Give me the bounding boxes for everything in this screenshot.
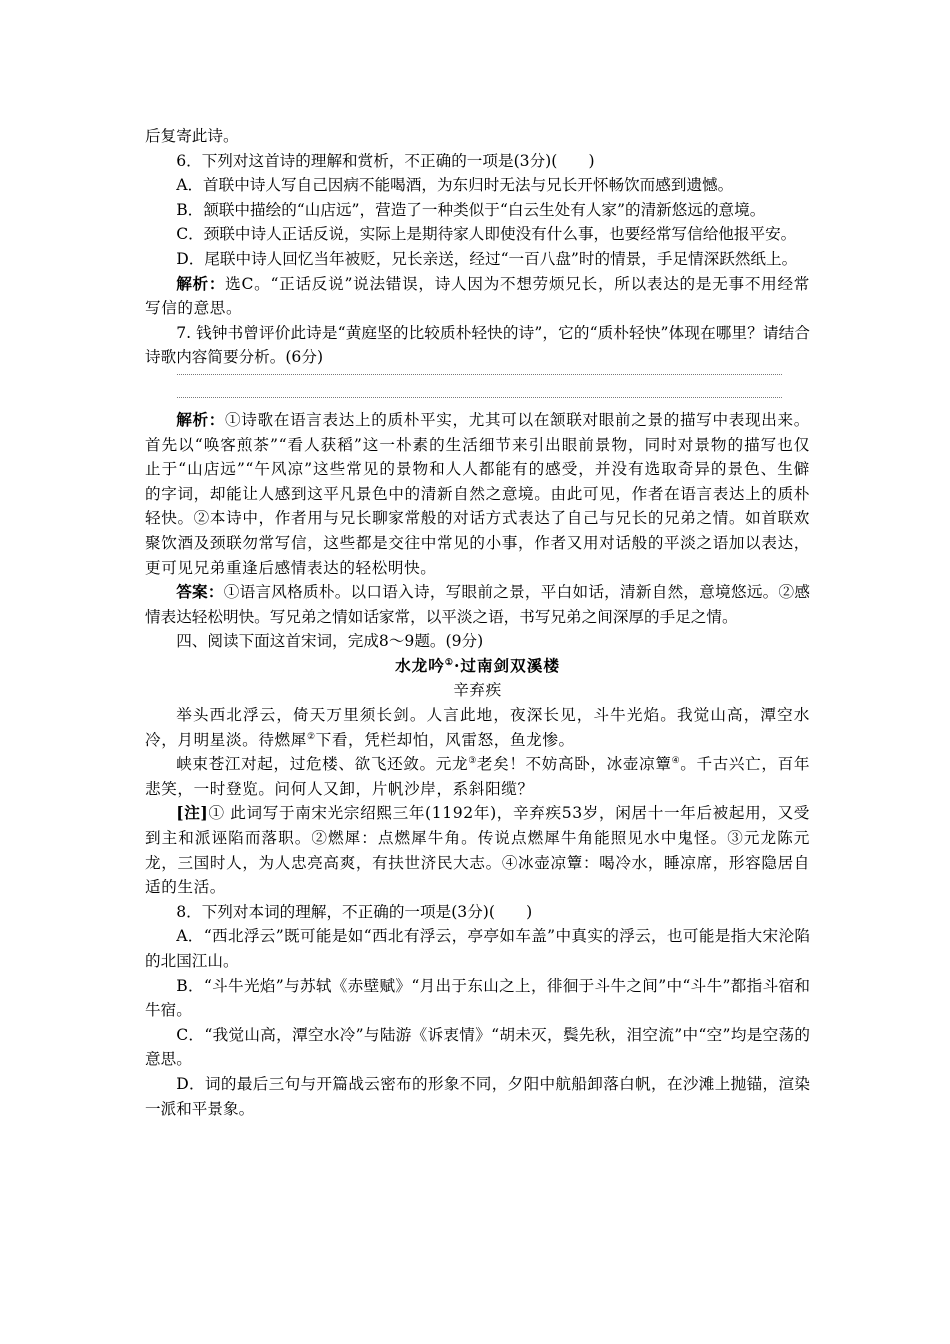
document-page — [145, 124, 810, 1121]
poem-note-4: ④ — [671, 756, 681, 767]
q6-option-c: C．颈联中诗人正话反说，实际上是期待家人即使没有什么事，也要经常写信给他报平安。 — [176, 225, 797, 244]
q8-option-b: B．“斗牛光焰”与苏轼《赤壁赋》“月出于东山之上，徘徊于斗牛之间”中“斗牛”都指斗宿和牛宿。 — [145, 976, 810, 1020]
answer-line — [177, 397, 782, 404]
poem-notes — [145, 801, 810, 899]
q8-stem: 8．下列对本词的理解，不正确的一项是(3分)( ) — [176, 902, 533, 921]
q7-answer-text: ①语言风格质朴。以口语入诗，写眼前之景，平白如话，清新自然，意境悠远。②感情表达轻松明快。写兄弟之情如话家常，以平淡之语，书写兄弟之间深厚的手足之情。 — [145, 583, 810, 626]
q6-option-d: D．尾联中诗人回忆当年被贬，兄长亲送，经过“一百八盘”时的情景，手足情深跃然纸上。 — [176, 249, 798, 268]
q6-option-b: B．颔联中描绘的“山店远”，营造了一种类似于“白云生处有人家”的清新悠远的意境。 — [176, 200, 766, 219]
q7-answer-label: 答案： — [176, 582, 224, 602]
poem-title-main: 水龙吟 — [395, 655, 445, 675]
q7-analysis-label: 解析： — [176, 409, 225, 429]
q6-analysis — [145, 272, 810, 321]
answer-line — [177, 374, 782, 397]
poem-stanza-2-part-a: 峡束苍江对起，过危楼、欲飞还敛。元龙 — [176, 755, 469, 774]
q6-analysis-label: 解析： — [176, 273, 226, 293]
q8-option-d: D．词的最后三句与开篇战云密布的形象不同，夕阳中航船卸落白帆，在沙滩上抛锚，渲染一派和平景象。 — [145, 1074, 810, 1118]
q6-option-a: A．首联中诗人写自己因病不能喝酒，为东归时无法与兄长开怀畅饮而感到遗憾。 — [176, 176, 734, 195]
notes-text: ① 此词写于南宋光宗绍熙三年(1192年)，辛弃疾53岁，闲居十一年后被起用，又受到主和派诬陷而落职。②燃犀：点燃犀牛角。传说点燃犀牛角能照见水中鬼怪。③元龙陈元龙，三国时人，为人忠亮高爽，有扶世济民大志。④冰壶凉簟：喝冷水，睡凉席，形容隐居自适的生活。 — [145, 804, 810, 897]
answer-lines — [177, 374, 782, 404]
intro-line: 后复寄此诗。 — [145, 127, 239, 145]
poem-note-2: ② — [306, 731, 316, 742]
poem-stanza-2-part-b: 老矣！不妨高卧，冰壶凉簟 — [476, 755, 672, 774]
poem-stanza-1 — [145, 703, 810, 752]
section-heading: 四、阅读下面这首宋词，完成8～9题。(9分) — [176, 632, 484, 651]
q8-option-c: C．“我觉山高，潭空水冷”与陆游《诉衷情》“胡未灭，鬓先秋，泪空流”中“空”均是空荡的意思。 — [145, 1025, 810, 1069]
poem-stanza-1-part-a: 举头西北浮云，倚天万里须长剑。人言此地，夜深长见，斗牛光焰。我觉山高，潭空水冷，月明星淡。待燃犀 — [145, 706, 810, 749]
poem-title-note: ① — [444, 657, 454, 668]
q6-analysis-text: 选C。“正话反说”说法错误，诗人因为不想劳烦兄长，所以表达的是无事不用经常写信的意思。 — [145, 274, 810, 318]
poem-stanza-2 — [145, 752, 810, 801]
q8-option-a: A．“西北浮云”既可能是如“西北有浮云，亭亭如车盖”中真实的浮云，也可能是指大宋沦陷的北国江山。 — [145, 927, 810, 970]
poem-stanza-2-part-c: 。千古兴亡，百年悲笑，一时登览。问何人又卸，片帆沙岸，系斜阳缆？ — [145, 755, 811, 798]
q7-analysis-text: ①诗歌在语言表达上的质朴平实，尤其可以在颔联对眼前之景的描写中表现出来。首先以“唤客煎茶”“看人获稻”这一朴素的生活细节来引出眼前景物，同时对景物的描写也仅止于“山店远”“午风凉”这些常见的景物和人人都能有的感受，并没有选取奇异的景色、生僻的字词，却能让人感到这平凡景色中的清新自然之意境。由此可见，作者在语言表达上的质朴轻快。②本诗中，作者用与兄长聊家常般的对话方式表达了自己与兄长的兄弟之情。如首联欢聚饮酒及颈联勿常写信，这些都是交往中常见的小事，作者又用对话般的平淡之语加以表达，更可见兄弟重逢后感情表达的轻松明快。 — [145, 410, 810, 577]
poem-note-3: ③ — [468, 756, 477, 767]
poem-author: 辛弃疾 — [453, 681, 502, 700]
poem-title-sub: ·过南剑双溪楼 — [453, 655, 560, 675]
q7-answer — [145, 580, 810, 629]
poem-stanza-1-part-b: 下看，凭栏却怕，风雷怒，鱼龙惨。 — [315, 730, 575, 749]
q7-stem: 7. 钱钟书曾评价此诗是“黄庭坚的比较质朴轻快的诗”，它的“质朴轻快”体现在哪里？请结合诗歌内容简要分析。(6分) — [145, 323, 810, 367]
poem-title — [145, 654, 810, 679]
q7-analysis — [145, 408, 810, 580]
q6-stem: 6．下列对这首诗的理解和赏析，不正确的一项是(3分)( ) — [176, 151, 595, 170]
notes-label: [注] — [176, 803, 209, 823]
